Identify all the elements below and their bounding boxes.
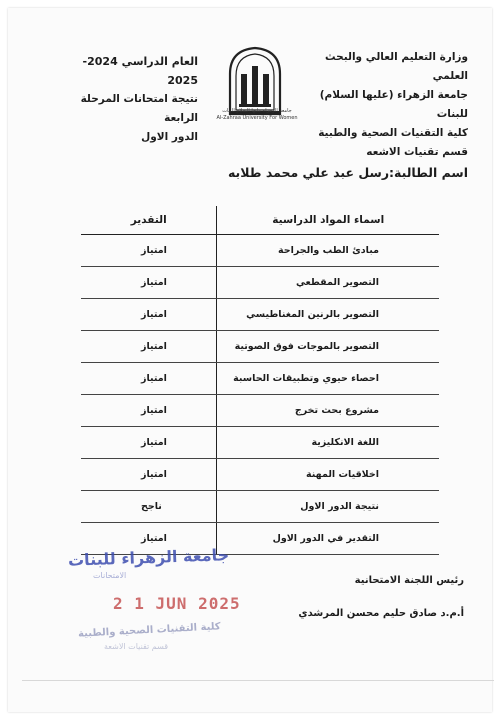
page-divider bbox=[22, 680, 494, 681]
subject-cell: التصوير بالرنين المغناطيسي bbox=[217, 299, 439, 331]
academic-year: العام الدراسي 2024-2025 bbox=[82, 55, 198, 87]
grade-column-header: التقدير bbox=[81, 206, 217, 235]
logo-caption-ar: جامعة الزهراء عليها السلام للبنات bbox=[222, 108, 292, 114]
subject-cell: مبادئ الطب والجراحة bbox=[217, 235, 439, 267]
grade-cell: امتياز bbox=[81, 459, 217, 491]
grades-table bbox=[81, 206, 439, 555]
table-row bbox=[81, 299, 439, 331]
university-stamp-subtext: الامتحانات bbox=[93, 571, 127, 580]
subject-cell: اخلاقيات المهنة bbox=[217, 459, 439, 491]
grade-cell: امتياز bbox=[81, 235, 217, 267]
table-row bbox=[81, 363, 439, 395]
grade-cell: امتياز bbox=[81, 299, 217, 331]
exam-header bbox=[68, 52, 198, 147]
university-line: جامعة الزهراء (عليها السلام) للبنات bbox=[319, 89, 468, 120]
ministry-header bbox=[318, 48, 468, 162]
exam-round: الدور الاول bbox=[141, 131, 198, 143]
subject-column-header: اسماء المواد الدراسية bbox=[217, 206, 439, 235]
grade-cell: امتياز bbox=[81, 363, 217, 395]
logo-caption-en: Al-Zahraa University For Women bbox=[216, 115, 298, 121]
grade-cell: امتياز bbox=[81, 523, 217, 555]
table-row bbox=[81, 395, 439, 427]
table-row bbox=[81, 331, 439, 363]
result-document bbox=[8, 8, 492, 712]
subject-cell: التصوير المقطعي bbox=[217, 267, 439, 299]
table-row bbox=[81, 235, 439, 267]
subject-cell: نتيجة الدور الاول bbox=[217, 491, 439, 523]
university-stamp: جامعة الزهراء للبنات bbox=[67, 545, 230, 570]
subject-cell: اللغة الانكليزية bbox=[217, 427, 439, 459]
date-stamp: 2 1 JUN 2025 bbox=[113, 594, 241, 613]
university-logo bbox=[222, 44, 288, 116]
committee-chair-name: أ.م.د صادق حليم محسن المرشدي bbox=[298, 608, 464, 619]
subject-cell: التقدير في الدور الاول bbox=[217, 523, 439, 555]
grade-cell: امتياز bbox=[81, 331, 217, 363]
college-stamp: كلية التقنيات الصحية والطبية bbox=[77, 621, 221, 640]
table-row bbox=[81, 491, 439, 523]
table-row bbox=[81, 459, 439, 491]
logo-caption bbox=[214, 108, 300, 122]
grade-cell: امتياز bbox=[81, 427, 217, 459]
department-line: قسم تقنيات الاشعه bbox=[366, 146, 468, 158]
grade-cell: امتياز bbox=[81, 395, 217, 427]
subject-cell: التصوير بالموجات فوق الصوتية bbox=[217, 331, 439, 363]
table-row bbox=[81, 267, 439, 299]
committee-chair-title: رئيس اللجنة الامتحانية bbox=[354, 575, 464, 586]
subject-cell: مشروع بحث تخرج bbox=[217, 395, 439, 427]
ministry-line: وزارة التعليم العالي والبحث العلمي bbox=[325, 51, 468, 82]
grade-cell: ناجح bbox=[81, 491, 217, 523]
student-name: اسم الطالبة:رسل عبد علي محمد طلابه bbox=[227, 165, 468, 180]
college-line: كلية التقنيات الصحية والطبية bbox=[318, 127, 468, 139]
department-stamp: قسم تقنيات الاشعة bbox=[104, 642, 169, 651]
subject-cell: احصاء حيوي وتطبيقات الحاسبة bbox=[217, 363, 439, 395]
table-row bbox=[81, 427, 439, 459]
exam-title: نتيجة امتحانات المرحلة الرابعة bbox=[80, 93, 198, 124]
grade-cell: امتياز bbox=[81, 267, 217, 299]
table-header-row bbox=[81, 206, 439, 235]
